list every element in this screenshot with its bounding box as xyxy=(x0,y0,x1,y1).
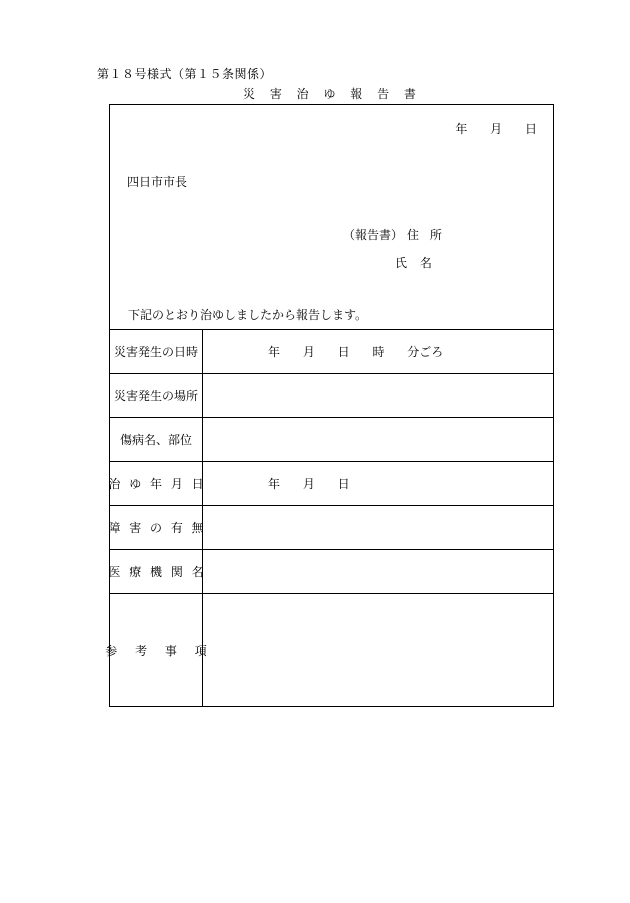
row-label: 治 ゆ 年 月 日 xyxy=(110,462,203,505)
row-label: 障 害 の 有 無 xyxy=(110,506,203,549)
row-label: 医 療 機 関 名 xyxy=(110,550,203,593)
form-row-medical-institution xyxy=(110,550,553,594)
recovery-date-value[interactable]: 年 月 日 xyxy=(268,477,350,491)
row-label: 災害発生の日時 xyxy=(110,330,203,373)
form-number: 第１８号様式（第１５条関係） xyxy=(97,67,273,81)
row-label: 災害発生の場所 xyxy=(110,374,203,417)
addressee: 四日市市長 xyxy=(127,175,188,189)
report-date: 年 月 日 xyxy=(455,122,537,136)
reporter-prefix: （報告書） xyxy=(343,228,404,242)
form-row-disability xyxy=(110,506,553,550)
report-form xyxy=(105,104,554,707)
report-statement: 下記のとおり治ゆしましたから報告します。 xyxy=(128,308,368,322)
report-header xyxy=(110,105,553,330)
document-title: 災 害 治 ゆ 報 告 書 xyxy=(243,87,416,101)
reporter-address xyxy=(343,226,442,243)
form-row-disaster-place xyxy=(110,374,553,418)
reporter-name-label: 氏 名 xyxy=(395,256,432,270)
form-row-injury-site xyxy=(110,418,553,462)
form-row-remarks xyxy=(105,594,553,706)
row-label: 傷病名、部位 xyxy=(110,418,203,461)
datetime-value[interactable]: 年 月 日 時 分ごろ xyxy=(268,345,444,359)
row-label: 参 考 事 項 xyxy=(110,594,203,706)
form-row-disaster-datetime xyxy=(110,330,553,374)
form-row-recovery-date xyxy=(110,462,553,506)
address-label: 住 所 xyxy=(407,228,442,242)
